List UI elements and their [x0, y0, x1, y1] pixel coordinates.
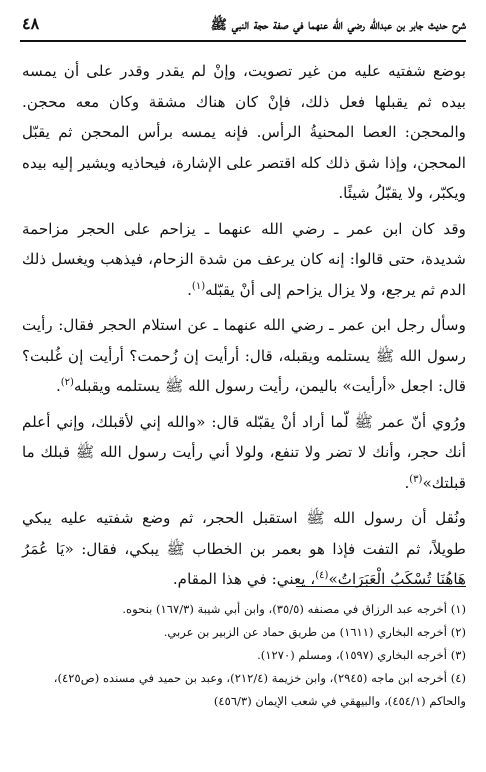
footnote-ref-4[interactable]: (٤)	[315, 569, 329, 581]
footnote-3: (٣) أخرجه البخاري (١٥٩٧)، ومسلم (١٢٧٠).	[257, 648, 466, 662]
running-header	[20, 14, 466, 42]
paragraph-2: وقد كان ابن عمر ـ رضي الله عنهما ـ يزاحم على الحجر مزاحمة شديدة، حتى قالوا: إنه كان يرعف من شدة الزحام، فيذهب ويغسل ذلك الدم ثم يرجع، ولا يزال يزاحم إلى أنْ يقبّله$^{(١)}$.	[22, 219, 466, 299]
footnote-4: (٤) أخرجه ابن ماجه (٢٩٤٥)، وابن خزيمة (٢١٢/٤)، وعبد بن حميد في مسنده (ص٤٢٥)، والحاكم (٤٥٤/١)، والبيهقي في شعب الإيمان (٤٥٦/٣)	[53, 671, 466, 708]
paragraph-4: ورُوي أنّ عمر ﷺ لّما أراد أنْ يقبّله قال: «والله إني لأقبلك، وإني أعلم أنك حجر، وأنك لا تضر ولا تنفع، ولولا أني رأيت رسول الله ﷺ قبلك ما قبلتك»$^{(٣)}$.	[22, 412, 466, 492]
paragraph-5-tail: ، يعني: في هذا المقام.	[172, 570, 316, 588]
paragraph-5-text: ونُقل أن رسول الله ﷺ استقبل الحجر، ثم وضع شفتيه عليه يبكي طويلاً، ثم التفت فإذا هو بعمر بن الخطاب ﷺ يبكي، فقال: «يَا عُمَرُ هَاهُنَا تُسْكَبُ الْعَبَرَاتُ»	[22, 509, 466, 588]
paragraph-3: وسأل رجل ابن عمر ـ رضي الله عنهما ـ عن استلام الحجر فقال: رأيت رسول الله ﷺ يستلمه ويقبله، قال: أرأيت إن زُحمت؟ أرأيت إن غُلبت؟ قال: اجعل «أرأيت» باليمن، رأيت رسول الله ﷺ يستلمه ويقبله$^{(٢)}$.	[22, 316, 466, 395]
footnote-ref-2[interactable]: (٢)	[60, 376, 74, 388]
paragraph-5	[22, 503, 466, 595]
footnotes	[22, 598, 466, 713]
paragraph-4-text: ورُوي أنّ عمر ﷺ لّما أراد أنْ يقبّله قال: «والله إني لأقبلك، وإني أعلم أنك حجر، وأنك لا تضر ولا تنفع، ولولا أني رأيت رسول الله ﷺ قبلك ما قبلتك»	[22, 412, 466, 492]
paragraph-1-text: بوضع شفتيه عليه من غير تصويت، وإنْ لم يقدر وقدر على أن يمسه بيده ثم يقبلها فعل ذلك، فإنْ كان هناك مشقة وكان معه محجن. والمحجن: العصا المحنيةُ الرأس. فإنه يمسه برأس المحجن ثم يقبّل المحجن، وإذا شق ذلك كله اقتصر على الإشارة، فيحاذيه ويشير إليه بيده ويكبّر، ولا يقبّلُ شيئًا.	[22, 62, 466, 202]
footnote-1: (١) أخرجه عبد الرزاق في مصنفه (٣٥/٥)، وابن أبي شيبة (١٦٧/٣) بنحوه.	[122, 602, 466, 616]
paragraph-3-text: وسأل رجل ابن عمر ـ رضي الله عنهما ـ عن استلام الحجر فقال: رأيت رسول الله ﷺ يستلمه ويقبله، قال: أرأيت إن زُحمت؟ أرأيت إن غُلبت؟ قال: اجعل «أرأيت» باليمن، رأيت رسول الله ﷺ يستلمه ويقبله	[22, 316, 466, 395]
main-text	[22, 56, 466, 595]
footnote-ref-1[interactable]: (١)	[191, 280, 206, 292]
running-title: شرح حديث جابر بن عبدالله رضي الله عنهما في صفة حجة النبي ﷺ	[210, 17, 466, 33]
footnote-separator	[296, 586, 466, 587]
paragraph-1	[22, 56, 466, 209]
footnote-ref-3[interactable]: (٣)	[409, 473, 423, 485]
page-number: ٤٨	[22, 14, 40, 33]
paragraph-2-text: وقد كان ابن عمر ـ رضي الله عنهما ـ يزاحم على الحجر مزاحمة شديدة، حتى قالوا: إنه كان يرعف من شدة الزحام، فيذهب ويغسل ذلك الدم ثم يرجع، ولا يزال يزاحم إلى أنْ يقبّله	[22, 219, 466, 299]
footnote-2: (٢) أخرجه البخاري (١٦١١) من طريق حماد عن الزبير بن عربي.	[163, 625, 466, 639]
